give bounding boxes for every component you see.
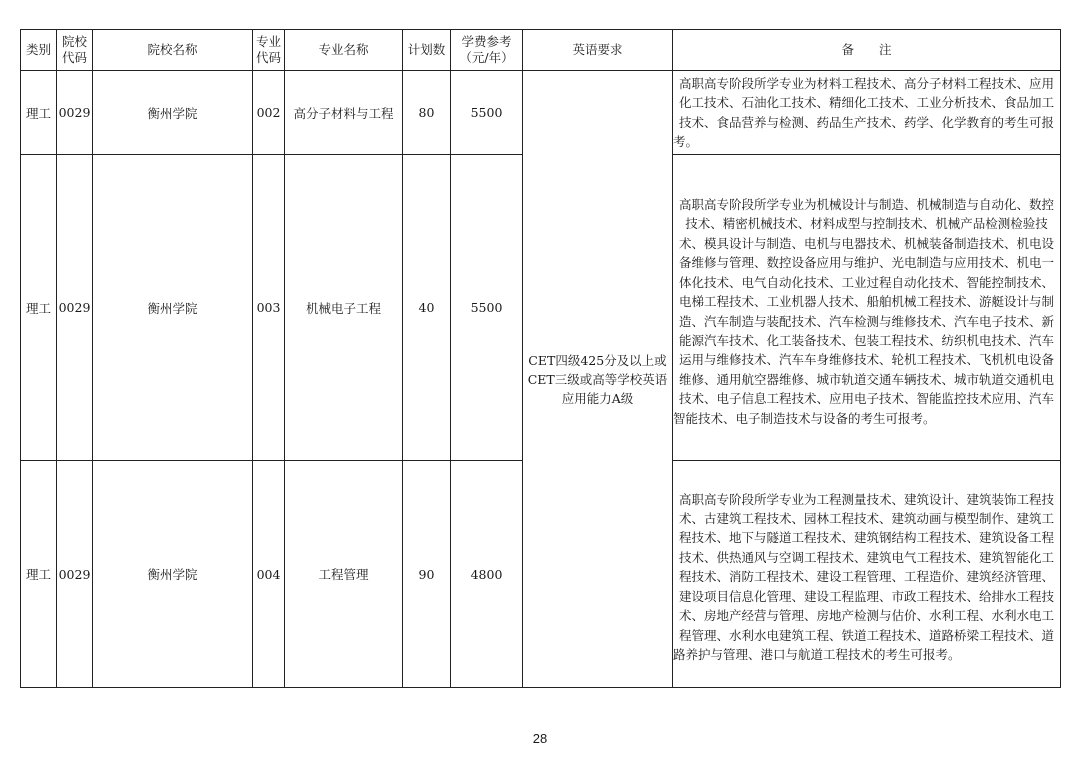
remarks-cell: 高职高专阶段所学专业为机械设计与制造、机械制造与自动化、数控技术、精密机械技术、材料成型与控制技术、机械产品检测检验技术、模具设计与制造、电机与电器技术、机械装备制造技术、机电设备维修与管理、数控设备应用与维护、光电制造与应用技术、机电一体化技术、电气自动化技术、工业过程自动化技术、智能控制技术、电梯工程技术、工业机器人技术、船舶机械工程技术、游艇设计与制造、汽车制造与装配技术、汽车检测与维修技术、汽车电子技术、新能源汽车技术、化工装备技术、包装工程技术、纺织机电技术、汽车运用与维修技术、汽车车身维修技术、轮机工程技术、飞机机电设备维修、通用航空器维修、城市轨道交通车辆技术、城市轨道交通机电技术、电子信息工程技术、应用电子技术、智能监控技术应用、汽车智能技术、电子制造技术与设备的考生可报考。	[673, 155, 1061, 461]
admissions-table	[20, 29, 1061, 688]
school-name-cell: 衡州学院	[93, 461, 253, 688]
plan-cell: 90	[403, 461, 451, 688]
category-cell: 理工	[21, 71, 57, 155]
category-cell: 理工	[21, 155, 57, 461]
school-code-cell: 0029	[57, 71, 93, 155]
header-school-code: 院校代码	[57, 30, 93, 71]
category-cell: 理工	[21, 461, 57, 688]
school-code-cell: 0029	[57, 461, 93, 688]
header-remarks: 备 注	[673, 30, 1061, 71]
major-name-cell: 高分子材料与工程	[285, 71, 403, 155]
header-english: 英语要求	[523, 30, 673, 71]
plan-cell: 80	[403, 71, 451, 155]
remarks-cell: 高职高专阶段所学专业为材料工程技术、高分子材料工程技术、应用化工技术、石油化工技术、精细化工技术、工业分析技术、食品加工技术、食品营养与检测、药品生产技术、药学、化学教育的考生可报考。	[673, 71, 1061, 155]
major-code-cell: 003	[253, 155, 285, 461]
header-row	[21, 30, 1061, 71]
tuition-cell: 5500	[451, 71, 523, 155]
header-tuition: 学费参考（元/年）	[451, 30, 523, 71]
remarks-cell: 高职高专阶段所学专业为工程测量技术、建筑设计、建筑装饰工程技术、古建筑工程技术、园林工程技术、建筑动画与模型制作、建筑工程技术、地下与隧道工程技术、建筑钢结构工程技术、建筑设备工程技术、供热通风与空调工程技术、建筑电气工程技术、建筑智能化工程技术、消防工程技术、建设工程管理、工程造价、建筑经济管理、建设项目信息化管理、建设工程监理、市政工程技术、给排水工程技术、房地产经营与管理、房地产检测与估价、水利工程、水利水电工程管理、水利水电建筑工程、铁道工程技术、道路桥梁工程技术、道路养护与管理、港口与航道工程技术的考生可报考。	[673, 461, 1061, 688]
school-name-cell: 衡州学院	[93, 71, 253, 155]
page-number: 28	[532, 731, 548, 746]
tuition-cell: 4800	[451, 461, 523, 688]
header-plan: 计划数	[403, 30, 451, 71]
header-major-name: 专业名称	[285, 30, 403, 71]
school-code-cell: 0029	[57, 155, 93, 461]
major-code-cell: 002	[253, 71, 285, 155]
major-name-cell: 工程管理	[285, 461, 403, 688]
header-major-code: 专业代码	[253, 30, 285, 71]
major-code-cell: 004	[253, 461, 285, 688]
major-name-cell: 机械电子工程	[285, 155, 403, 461]
header-school-name: 院校名称	[93, 30, 253, 71]
english-requirement-cell: CET四级425分及以上或CET三级或高等学校英语应用能力A级	[523, 71, 673, 688]
plan-cell: 40	[403, 155, 451, 461]
header-category: 类别	[21, 30, 57, 71]
table-row	[21, 71, 1061, 155]
school-name-cell: 衡州学院	[93, 155, 253, 461]
tuition-cell: 5500	[451, 155, 523, 461]
